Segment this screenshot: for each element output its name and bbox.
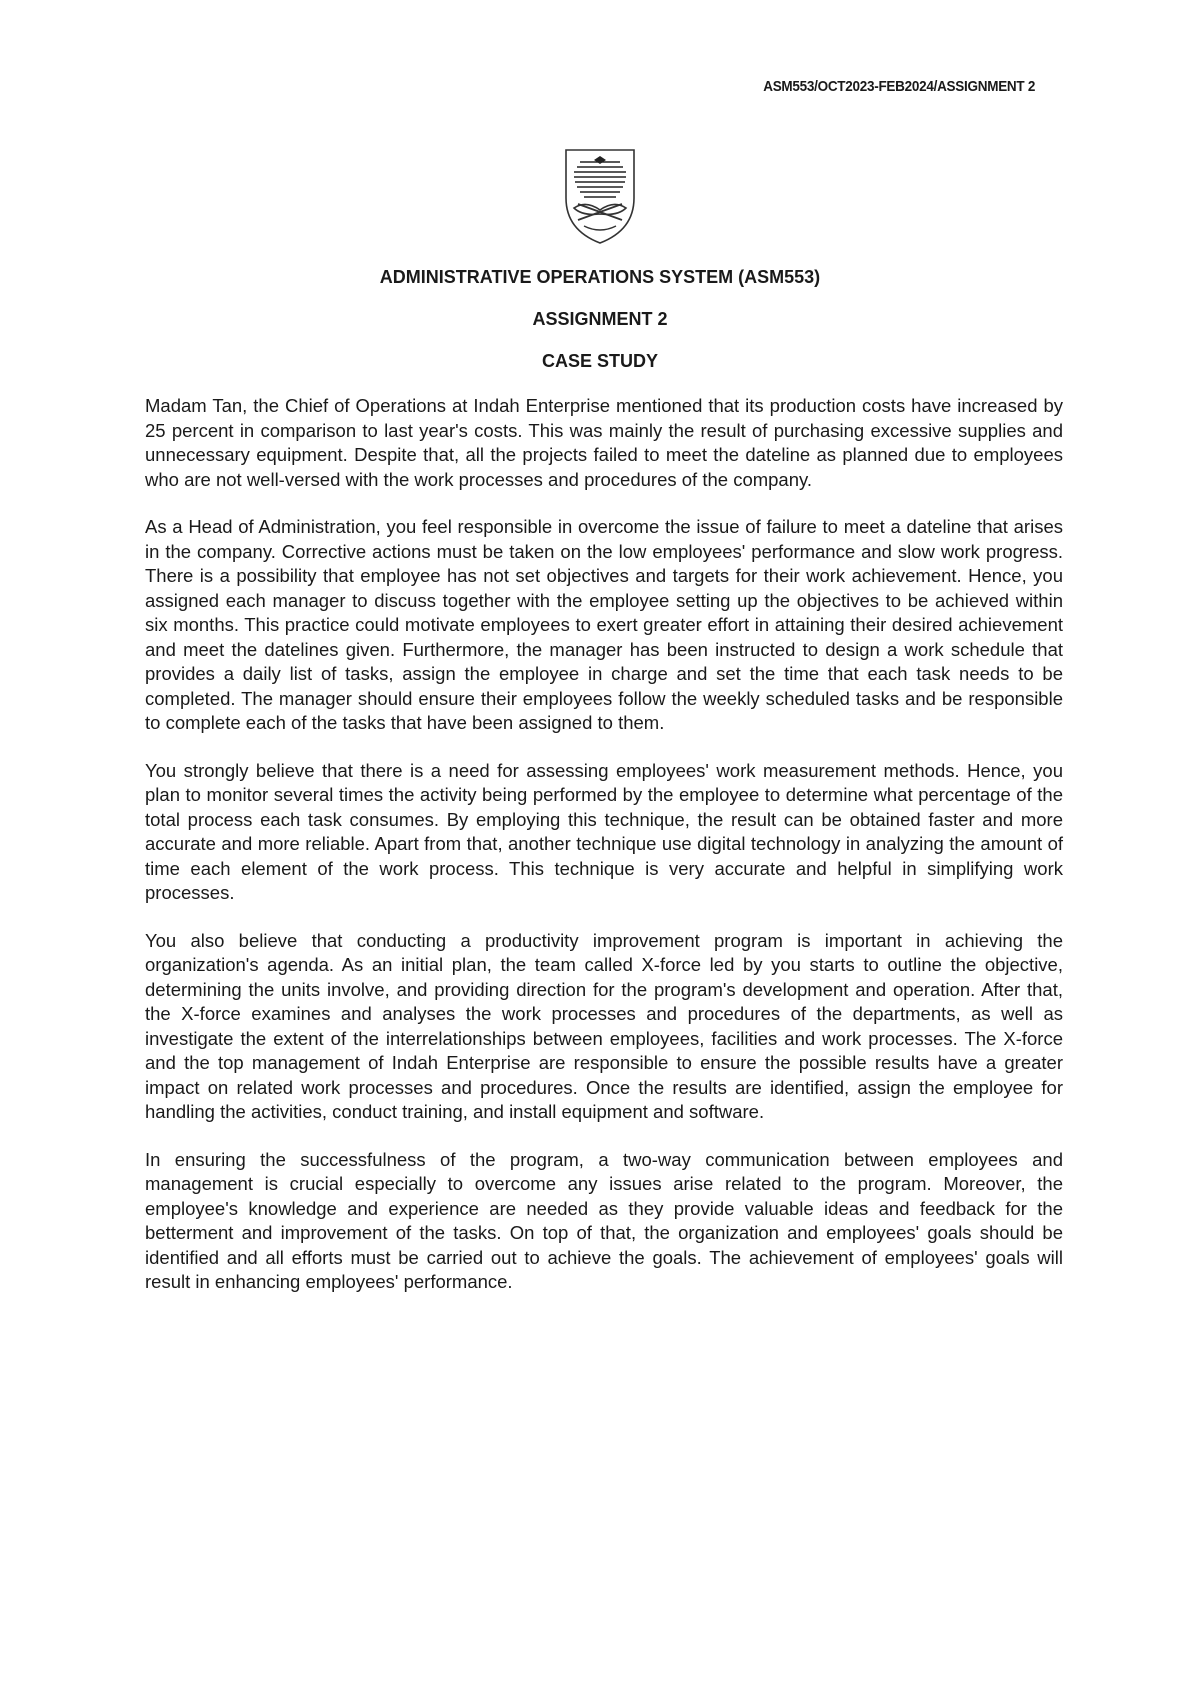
- paragraph: You also believe that conducting a productivity improvement program is important in achieving the organization's agenda. As an initial plan, the team called X-force led by you starts to outline the objective, determining the units involve, and providing direction for the program's development and operation. After that, the X-force examines and analyses the work processes and procedures of the departments, as well as investigate the extent of the interrelationships between employees, facilities and work processes. The X-force and the top management of Indah Enterprise are responsible to ensure the possible results have a greater impact on related work processes and procedures. Once the results are identified, assign the employee for handling the activities, conduct training, and install equipment and software.: [145, 929, 1063, 1122]
- document-reference: ASM553/OCT2023-FEB2024/ASSIGNMENT 2: [763, 78, 1035, 95]
- paragraph: You strongly believe that there is a need for assessing employees' work measurement methods. Hence, you plan to monitor several times the activity being performed by the employee to determine what percentage of the total process each task consumes. By employing this technique, the result can be obtained faster and more accurate and more reliable. Apart from that, another technique use digital technology in analyzing the amount of time each element of the work process. This technique is very accurate and helpful in simplifying work processes.: [145, 759, 1063, 903]
- university-crest-icon: [560, 146, 640, 246]
- section-heading: CASE STUDY: [541, 351, 658, 371]
- assignment-title: ASSIGNMENT 2: [532, 309, 668, 329]
- paragraph: As a Head of Administration, you feel responsible in overcome the issue of failure to meet a dateline that arises in the company. Corrective actions must be taken on the low employees' performance and slow work progress. There is a possibility that employee has not set objectives and targets for their work achievement. Hence, you assigned each manager to discuss together with the employee setting up the objectives to be achieved within six months. This practice could motivate employees to exert greater effort in attaining their desired achievement and meet the datelines given. Furthermore, the manager has been instructed to design a work schedule that provides a daily list of tasks, assign the employee in charge and set the time that each task needs to be completed. The manager should ensure their employees follow the weekly scheduled tasks and be responsible to complete each of the tasks that have been assigned to them.: [145, 516, 1063, 733]
- case-study-body: [145, 394, 1063, 1318]
- course-title: ADMINISTRATIVE OPERATIONS SYSTEM (ASM553): [379, 267, 821, 287]
- title-block: [143, 262, 1057, 388]
- paragraph: In ensuring the successfulness of the program, a two-way communication between employees and management is crucial especially to overcome any issues arise related to the program. Moreover, the employee's knowledge and experience are needed as they provide valuable ideas and feedback for the betterment and improvement of the tasks. On top of that, the organization and employees' goals should be identified and all efforts must be carried out to achieve the goals. The achievement of employees' goals will result in enhancing employees' performance.: [145, 1148, 1063, 1292]
- paragraph: Madam Tan, the Chief of Operations at Indah Enterprise mentioned that its production costs have increased by 25 percent in comparison to last year's costs. This was mainly the result of purchasing excessive supplies and unnecessary equipment. Despite that, all the projects failed to meet the dateline as planned due to employees who are not well-versed with the work processes and procedures of the company.: [145, 395, 1063, 490]
